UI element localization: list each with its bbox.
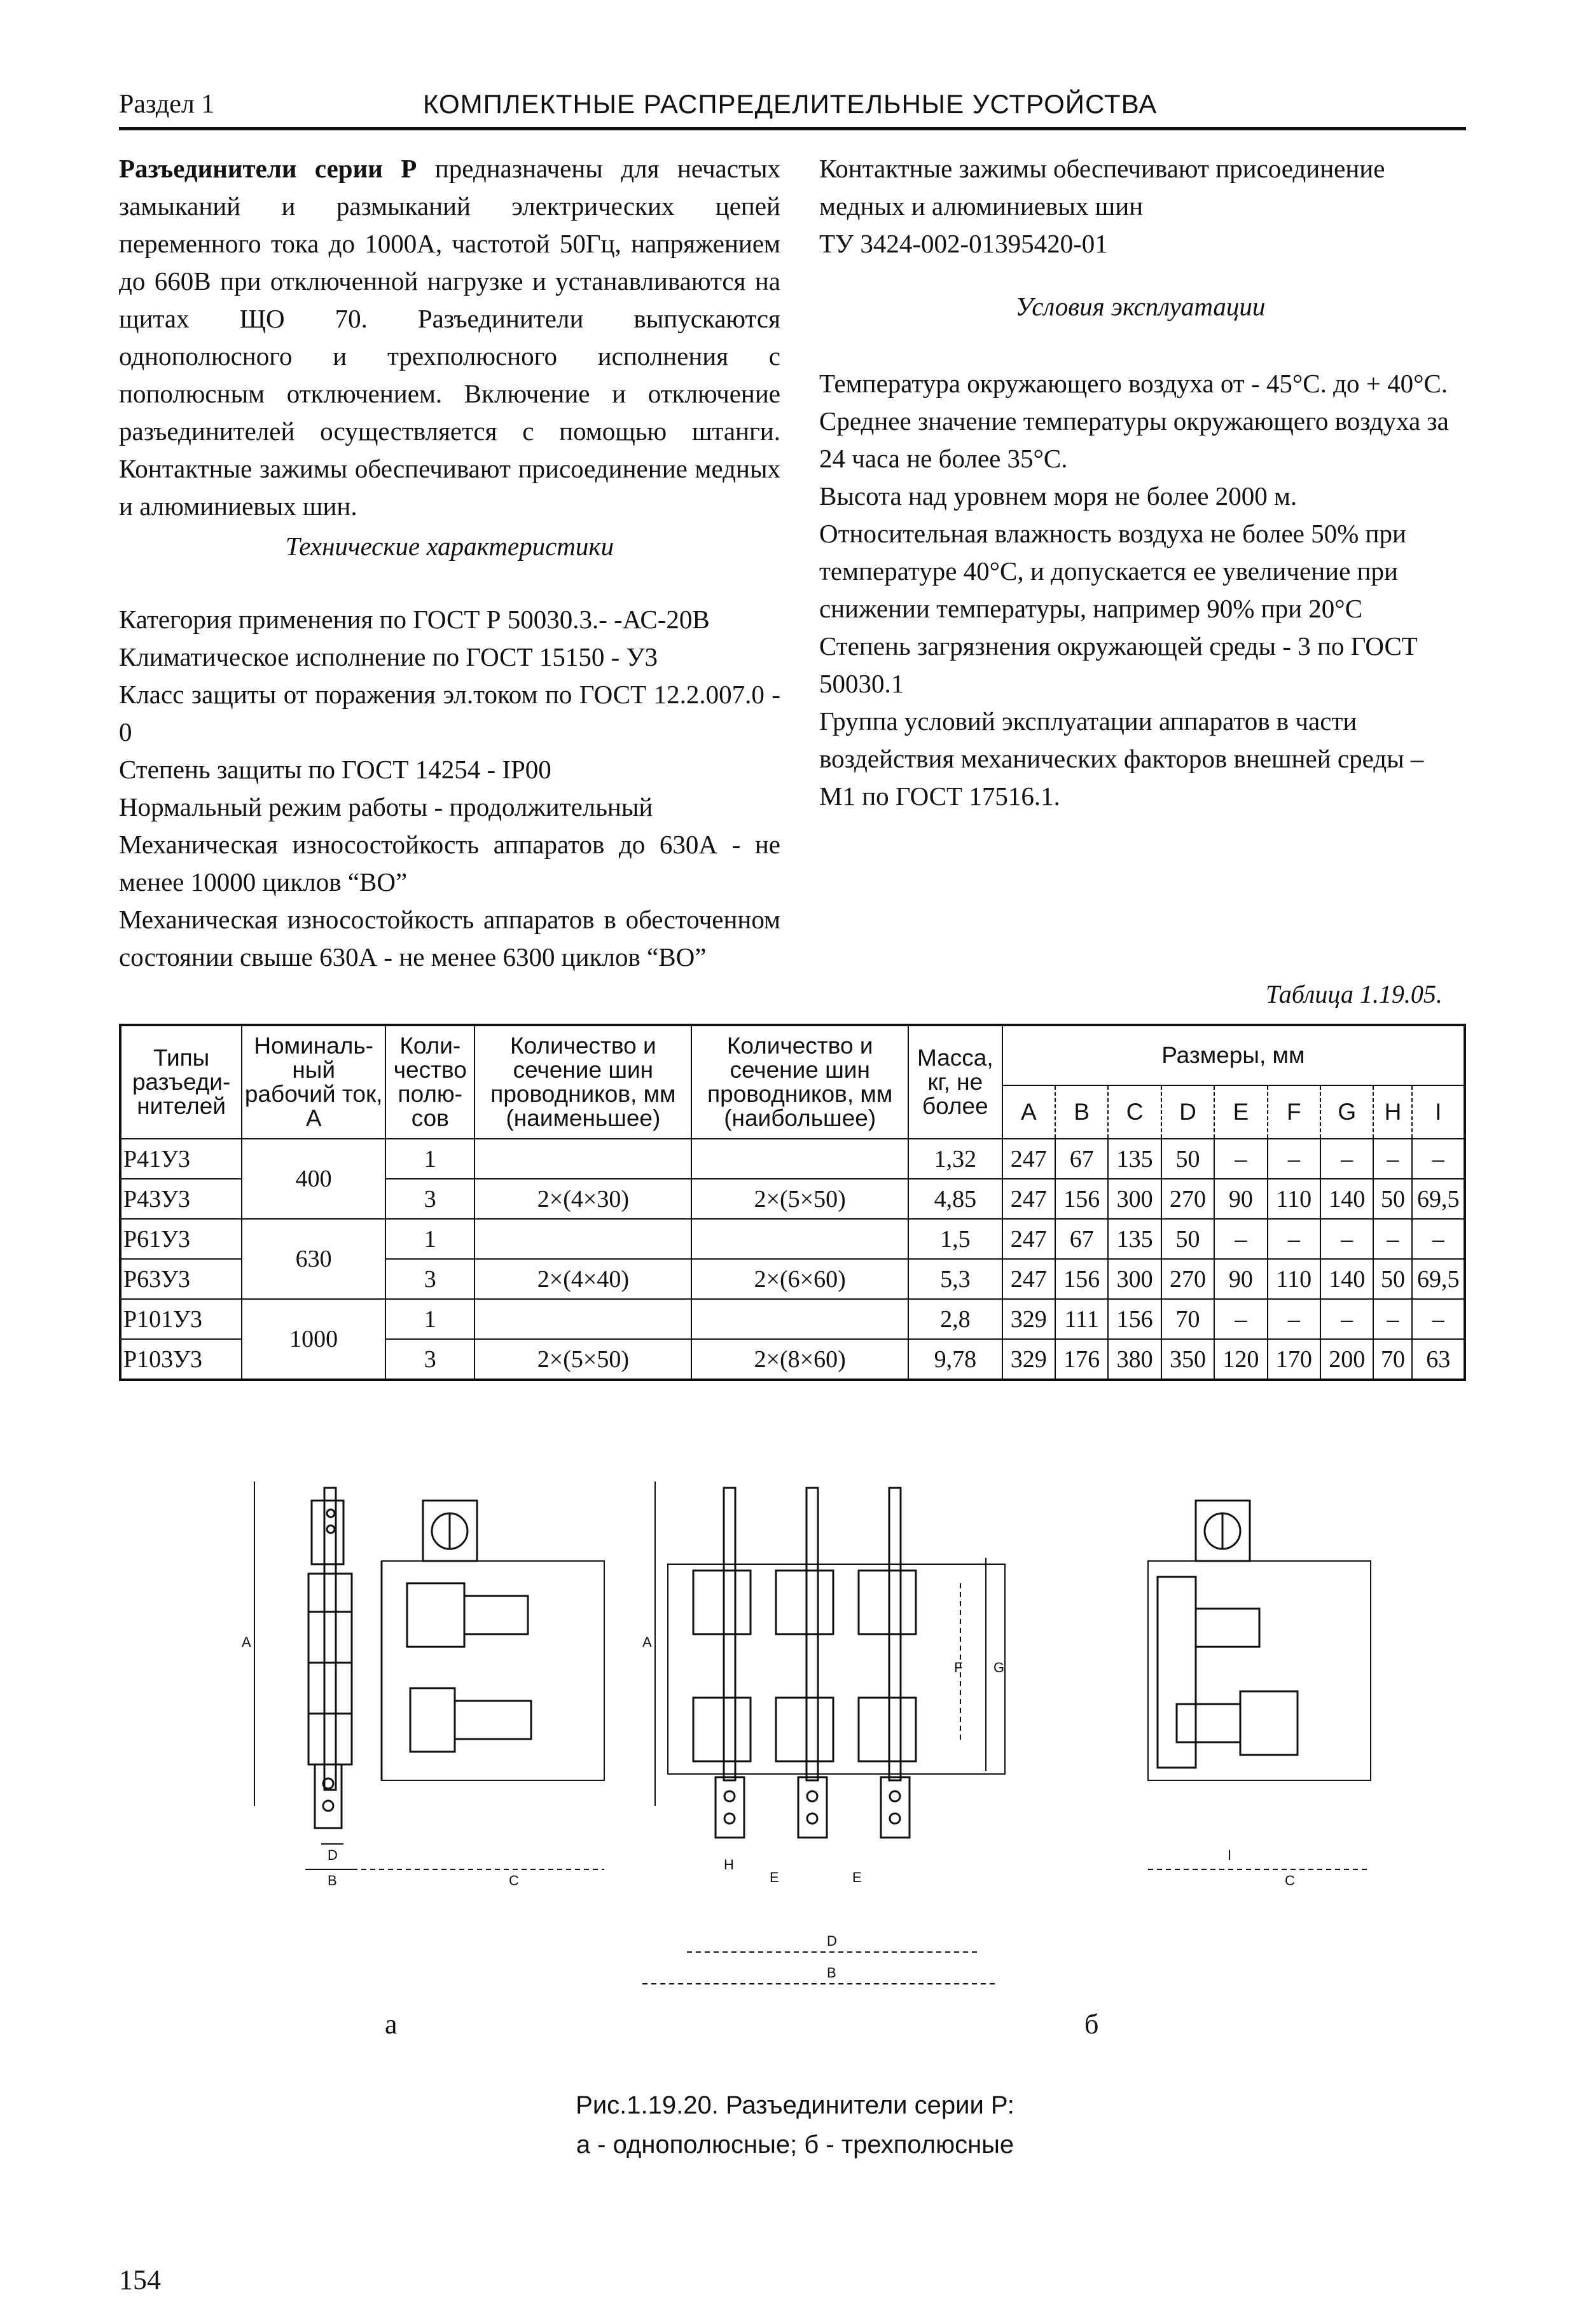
dim-label-f: F	[954, 1660, 963, 1675]
cell-type: Р61У3	[120, 1219, 242, 1259]
right-column	[819, 150, 1462, 815]
col-header-min: Количество и сечение шин проводников, мм (наименьшее)	[474, 1025, 691, 1139]
spec-item: Нормальный режим работы - продолжительный	[119, 792, 653, 822]
cell-dim: 135	[1108, 1139, 1161, 1179]
cell-poles: 1	[385, 1139, 474, 1179]
dim-letter: F	[1268, 1085, 1320, 1139]
section-label: Раздел 1	[119, 90, 215, 119]
cell-dim: 329	[1002, 1299, 1055, 1339]
figure-label-a: а	[385, 2009, 398, 2040]
cell-dim: –	[1214, 1219, 1267, 1259]
spec-item: Климатическое исполнение по ГОСТ 15150 - У3	[119, 642, 658, 671]
cell-dim: 300	[1108, 1259, 1161, 1299]
cell-dim: 140	[1320, 1179, 1373, 1219]
cell-poles: 1	[385, 1299, 474, 1339]
col-header-dims: Размеры, мм	[1002, 1025, 1465, 1085]
cell-mass: 9,78	[908, 1339, 1002, 1380]
cell-dim: 200	[1320, 1339, 1373, 1380]
col-header-mass: Масса, кг, не более	[908, 1025, 1002, 1139]
table-row	[120, 1139, 1465, 1179]
cell-type: Р43У3	[120, 1179, 242, 1219]
conditions-heading: Условия эксплуатации	[1015, 292, 1266, 321]
single-pole-front-view	[254, 1482, 357, 1869]
dim-label-c-3p: C	[1285, 1873, 1295, 1888]
cell-mass: 1,5	[908, 1219, 1002, 1259]
disconnector-drawing	[191, 1462, 1399, 2016]
cell-current: 630	[242, 1219, 385, 1299]
cell-type: Р63У3	[120, 1259, 242, 1299]
cell-type: Р101У3	[120, 1299, 242, 1339]
cell-max: 2×(6×60)	[691, 1259, 908, 1299]
cell-type: Р103У3	[120, 1339, 242, 1380]
cell-max	[691, 1299, 908, 1339]
condition-item: Температура окружающего воздуха от - 45°С. до + 40°С.	[819, 369, 1448, 398]
cell-dim: –	[1412, 1219, 1465, 1259]
cell-dim: 69,5	[1412, 1259, 1465, 1299]
condition-item: Степень загрязнения окружающей среды - 3 по ГОСТ 50030.1	[819, 631, 1418, 698]
dim-label-i: I	[1228, 1847, 1232, 1863]
dim-label-h: H	[724, 1857, 734, 1873]
dim-letter: I	[1412, 1085, 1465, 1139]
cell-dim: 247	[1002, 1139, 1055, 1179]
cell-min	[474, 1299, 691, 1339]
cell-dim: 90	[1214, 1179, 1267, 1219]
cell-dim: 50	[1161, 1139, 1214, 1179]
cell-dim: 176	[1055, 1339, 1108, 1380]
dim-label-g: G	[993, 1660, 1005, 1675]
dim-label-e2: E	[852, 1869, 862, 1885]
cell-poles: 3	[385, 1339, 474, 1380]
col-header-max: Количество и сечение шин проводников, мм (наибольшее)	[691, 1025, 908, 1139]
cell-dim: 50	[1373, 1179, 1412, 1219]
cell-dim: 67	[1055, 1219, 1108, 1259]
cell-dim: –	[1268, 1299, 1320, 1339]
dim-letter: E	[1214, 1085, 1267, 1139]
cell-min: 2×(4×30)	[474, 1179, 691, 1219]
table-caption: Таблица 1.19.05.	[1266, 980, 1443, 1008]
cell-min: 2×(5×50)	[474, 1339, 691, 1380]
condition-item: Относительная влажность воздуха не более 50% при температуре 40°С, и допускается ее увеличение при снижении температуры, например 90% при 20°С	[819, 519, 1406, 623]
col-header-poles: Коли-чество полю-сов	[385, 1025, 474, 1139]
cell-dim: 247	[1002, 1179, 1055, 1219]
spec-table	[119, 1024, 1466, 1381]
table-row	[120, 1299, 1465, 1339]
dim-letter: C	[1108, 1085, 1161, 1139]
dim-label-b: B	[328, 1873, 337, 1888]
cell-dim: –	[1268, 1139, 1320, 1179]
condition-item: Высота над уровнем моря не более 2000 м.	[819, 481, 1298, 511]
spec-item: Класс защиты от поражения эл.током по ГОСТ 12.2.007.0 - 0	[119, 680, 780, 746]
condition-item: Группа условий эксплуатации аппаратов в части воздействия механических факторов внешней среды – М1 по ГОСТ 17516.1.	[819, 706, 1424, 811]
cell-dim: 50	[1373, 1259, 1412, 1299]
cell-mass: 4,85	[908, 1179, 1002, 1219]
three-pole-front-view	[642, 1482, 1005, 1984]
tu-text: ТУ 3424-002-01395420-01	[819, 229, 1108, 258]
dim-label-d-3p: D	[827, 1933, 837, 1949]
cell-dim: 247	[1002, 1259, 1055, 1299]
dim-letter: D	[1161, 1085, 1214, 1139]
cell-min: 2×(4×40)	[474, 1259, 691, 1299]
contacts-text: Контактные зажимы обеспечивают присоединение медных и алюминиевых шин	[819, 154, 1385, 221]
cell-dim: 135	[1108, 1219, 1161, 1259]
cell-current: 400	[242, 1139, 385, 1219]
cell-dim: 270	[1161, 1179, 1214, 1219]
cell-dim: –	[1320, 1139, 1373, 1179]
cell-dim: 70	[1373, 1339, 1412, 1380]
cell-max: 2×(8×60)	[691, 1339, 908, 1380]
cell-dim: 70	[1161, 1299, 1214, 1339]
cell-dim: –	[1412, 1139, 1465, 1179]
cell-dim: 270	[1161, 1259, 1214, 1299]
dim-label-c: C	[509, 1873, 519, 1888]
cell-max: 2×(5×50)	[691, 1179, 908, 1219]
intro-bold: Разъединители серии Р	[119, 154, 417, 183]
cell-dim: –	[1373, 1139, 1412, 1179]
cell-max	[691, 1139, 908, 1179]
figure-caption	[572, 2086, 1018, 2164]
cell-poles: 1	[385, 1219, 474, 1259]
dim-letter: B	[1055, 1085, 1108, 1139]
header-divider	[119, 127, 1466, 130]
dim-letter: H	[1373, 1085, 1412, 1139]
cell-mass: 5,3	[908, 1259, 1002, 1299]
cell-dim: –	[1412, 1299, 1465, 1339]
intro-paragraph	[119, 150, 780, 525]
cell-dim: –	[1373, 1299, 1412, 1339]
left-column	[119, 150, 780, 976]
dimension-labels	[242, 1634, 1295, 1981]
cell-dim: –	[1320, 1299, 1373, 1339]
cell-dim: 110	[1268, 1179, 1320, 1219]
dim-label-d: D	[328, 1847, 338, 1863]
col-header-type: Типы разъеди-нителей	[120, 1025, 242, 1139]
cell-dim: 156	[1055, 1179, 1108, 1219]
cell-dim: 350	[1161, 1339, 1214, 1380]
dim-label-a-3p: A	[642, 1634, 652, 1650]
spec-item: Механическая износостойкость аппаратов в обесточенном состоянии свыше 630А - не менее 6300 циклов “ВО”	[119, 905, 780, 972]
cell-dim: 69,5	[1412, 1179, 1465, 1219]
dim-label-b-3p: B	[827, 1965, 836, 1981]
three-pole-side-view	[1148, 1501, 1371, 1869]
spec-item: Категория применения по ГОСТ Р 50030.3.- -АС-20В	[119, 605, 710, 634]
spec-item: Механическая износостойкость аппаратов до 630А - не менее 10000 циклов “ВО”	[119, 830, 780, 897]
table-row	[120, 1219, 1465, 1259]
cell-dim: 111	[1055, 1299, 1108, 1339]
cell-dim: –	[1214, 1299, 1267, 1339]
dim-label-a: A	[242, 1634, 251, 1650]
single-pole-side-view	[343, 1501, 604, 1869]
cell-dim: 380	[1108, 1339, 1161, 1380]
cell-dim: 140	[1320, 1259, 1373, 1299]
dim-label-e1: E	[770, 1869, 779, 1885]
cell-dim: 67	[1055, 1139, 1108, 1179]
figure-label-b: б	[1084, 2009, 1099, 2040]
cell-current: 1000	[242, 1299, 385, 1380]
cell-dim: 329	[1002, 1339, 1055, 1380]
cell-poles: 3	[385, 1179, 474, 1219]
page-header-title: КОМПЛЕКТНЫЕ РАСПРЕДЕЛИТЕЛЬНЫЕ УСТРОЙСТВА	[423, 89, 1158, 119]
cell-dim: –	[1214, 1139, 1267, 1179]
figure-caption-line2: а - однополюсные; б - трехполюсные	[576, 2131, 1014, 2159]
cell-poles: 3	[385, 1259, 474, 1299]
cell-dim: –	[1320, 1219, 1373, 1259]
cell-mass: 2,8	[908, 1299, 1002, 1339]
cell-min	[474, 1219, 691, 1259]
condition-item: Среднее значение температуры окружающего воздуха за 24 часа не более 35°С.	[819, 406, 1449, 473]
cell-type: Р41У3	[120, 1139, 242, 1179]
cell-max	[691, 1219, 908, 1259]
col-header-current: Номиналь-ный рабочий ток, А	[242, 1025, 385, 1139]
cell-min	[474, 1139, 691, 1179]
table-header-row	[120, 1025, 1465, 1085]
figure-caption-line1: Рис.1.19.20. Разъединители серии Р:	[576, 2091, 1014, 2119]
cell-dim: 90	[1214, 1259, 1267, 1299]
cell-dim: 300	[1108, 1179, 1161, 1219]
cell-dim: 156	[1108, 1299, 1161, 1339]
cell-dim: –	[1373, 1219, 1412, 1259]
dim-letter: A	[1002, 1085, 1055, 1139]
cell-dim: 247	[1002, 1219, 1055, 1259]
cell-dim: 156	[1055, 1259, 1108, 1299]
cell-dim: 170	[1268, 1339, 1320, 1380]
cell-dim: –	[1268, 1219, 1320, 1259]
cell-dim: 120	[1214, 1339, 1267, 1380]
intro-text: предназначены для нечастых замыканий и размыканий электрических цепей переменного тока до 1000А, частотой 50Гц, напряжением до 660В при отключенной нагрузке и устанавливаются на щитах ЩО 70. Разъединители выпускаются однополюсного и трехполюсного исполнения с пополюсным отключением. Включение и отключение разъединителей осуществляется с помощью штанги. Контактные зажимы обеспечивают присоединение медных и алюминиевых шин.	[119, 154, 780, 521]
spec-item: Степень защиты по ГОСТ 14254 - IP00	[119, 755, 551, 784]
cell-dim: 110	[1268, 1259, 1320, 1299]
cell-mass: 1,32	[908, 1139, 1002, 1179]
cell-dim: 50	[1161, 1219, 1214, 1259]
tech-heading: Технические характеристики	[285, 532, 614, 561]
cell-dim: 63	[1412, 1339, 1465, 1380]
dim-letter: G	[1320, 1085, 1373, 1139]
page-number: 154	[119, 2264, 161, 2295]
